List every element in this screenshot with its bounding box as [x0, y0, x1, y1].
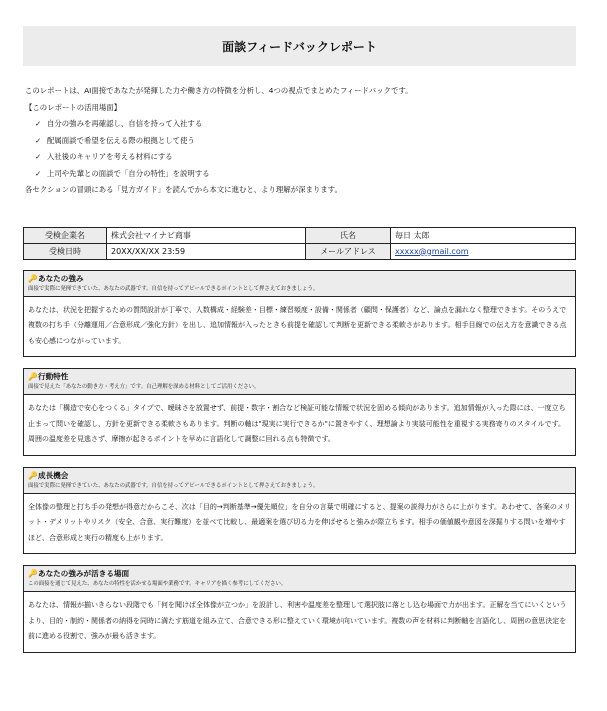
candidate-info-table — [23, 227, 576, 260]
email-link[interactable]: xxxxx@gmail.com — [395, 246, 469, 256]
section-body: 全体像の整理と打ち手の発想が得意だからこそ、次は「目的→判断基準→優先順位」を自分の言葉で明確にすると、提案の説得力がさらに上がります。あわせて、各案のメリット・デメリットやリスク（安全、合意、実行難度）を並べて比較し、最適案を選び切る力を伸ばせると強みが際立ちます。相手の価値観や意図を深掘りする問いを増やすほど、合意形成と実行の精度も上がります。 — [28, 502, 571, 542]
section-header — [24, 271, 575, 297]
key-icon: 🔑 — [28, 273, 38, 283]
email-label: メールアドレス — [306, 243, 391, 259]
intro-lead: このレポートは、AI面接であなたが発揮した力や働き方の特徴を分析し、4つの視点でまとめたフィードバックです。 — [25, 86, 413, 95]
section-guide: 面接で見えた「あなたの動き方・考え方」です。自己理解を深める材料としてご活用ください。 — [28, 384, 260, 390]
usage-item: ✓ 配属面談で希望を伝える際の根拠として使う — [25, 133, 576, 150]
email-cell — [391, 243, 576, 259]
section-body: あなたは、状況を把握するための質問設計が丁寧で、人数構成・経験差・目標・練習頻度・設備・関係者（顧問・保護者）など、論点を漏れなく整理できます。そのうえで複数の打ち手（分離運用／合意形成／強化方針）を出し、追加情報が入ったときも前提を確認して判断を更新できる柔軟さがあります。相手目線での伝え方を意識できる点も安心感につながっています。 — [28, 305, 567, 345]
section-growth — [23, 467, 576, 555]
key-icon: 🔑 — [28, 372, 38, 381]
section-strengths — [23, 270, 576, 358]
intro-block — [23, 83, 576, 199]
date-value: 20XX/XX/XX 23:59 — [107, 243, 306, 259]
key-icon: 🔑 — [28, 569, 38, 578]
section-guide: この面接を通じて見えた、あなたの特性を活かせる場面や業務です。キャリアを描く参考にしてください。 — [28, 581, 287, 587]
section-body: あなたは、情報が揃いきらない段階でも「何を聞けば全体像が立つか」を設計し、利害や温度差を整理して選択肢に落とし込む場面で力が出ます。正解を当てにいくというより、目的・制約・関係者の納得を同時に満たす筋道を組み立て、合意できる形に整えていく環境が向いています。複数の声を材料に判断軸を言語化し、周囲の意思決定を前に進める役割で、強みが最も活きます。 — [28, 601, 567, 640]
usage-item: ✓ 入社後のキャリアを考える材料にする — [25, 149, 576, 166]
report-title: 面談フィードバックレポート — [23, 26, 576, 66]
checkmark-icon: ✓ — [35, 135, 42, 145]
company-label: 受検企業名 — [24, 227, 107, 243]
name-label: 氏名 — [306, 227, 391, 243]
section-guide: 面接で実際に発揮できていた、あなたの武器です。自信を持ってアピールできるポイントとして押さえておきましょう。 — [28, 482, 319, 489]
section-behavior — [23, 368, 576, 456]
section-body: あなたは「構造で安心をつくる」タイプで、曖昧さを放置せず、前提・数字・割合など検証可能な情報で状況を固める傾向があります。追加情報が入った際には、一度立ち止まって問いを確認し、方針を更新できる柔軟さもあります。判断の軸は"現実に実行できるか"に置きやすく、理想論より実装可能性を重視する実務寄りのスタイルです。周囲の温度差を見逃さず、摩擦が起きるポイントを早めに言語化して調整に回れる点も特徴です。 — [28, 404, 566, 443]
usage-item: ✓ 自分の強みを再確認し、自信を持って入社する — [25, 116, 576, 133]
checkmark-icon: ✓ — [35, 119, 42, 128]
report-page — [23, 26, 576, 653]
section-header — [24, 468, 575, 494]
company-value: 株式会社マイナビ商事 — [107, 227, 306, 243]
section-fit-scenes — [23, 565, 576, 653]
checkmark-icon: ✓ — [35, 168, 42, 178]
date-label: 受検日時 — [24, 243, 107, 259]
section-title: 🔑行動特性 — [28, 372, 69, 381]
name-value: 毎日 太郎 — [391, 227, 576, 243]
checkmark-icon: ✓ — [35, 152, 42, 161]
section-title: 🔑あなたの強みが活きる場面 — [28, 569, 130, 578]
section-title: 🔑成長機会 — [28, 470, 69, 480]
section-header — [24, 566, 575, 592]
usage-item: ✓ 上司や先輩との面談で「自分の特性」を説明する — [25, 166, 576, 183]
section-guide: 面接で実際に発揮できていた、あなたの武器です。自信を持ってアピールできるポイントとして押さえておきましょう。 — [28, 285, 319, 292]
section-title: 🔑あなたの強み — [28, 273, 84, 283]
section-header — [24, 369, 575, 395]
intro-closing: 各セクションの冒頭にある「見方ガイド」を読んでから本文に進むと、より理解が深まります。 — [25, 185, 342, 194]
usage-heading: 【このレポートの活用場面】 — [25, 102, 122, 112]
key-icon: 🔑 — [28, 470, 38, 480]
